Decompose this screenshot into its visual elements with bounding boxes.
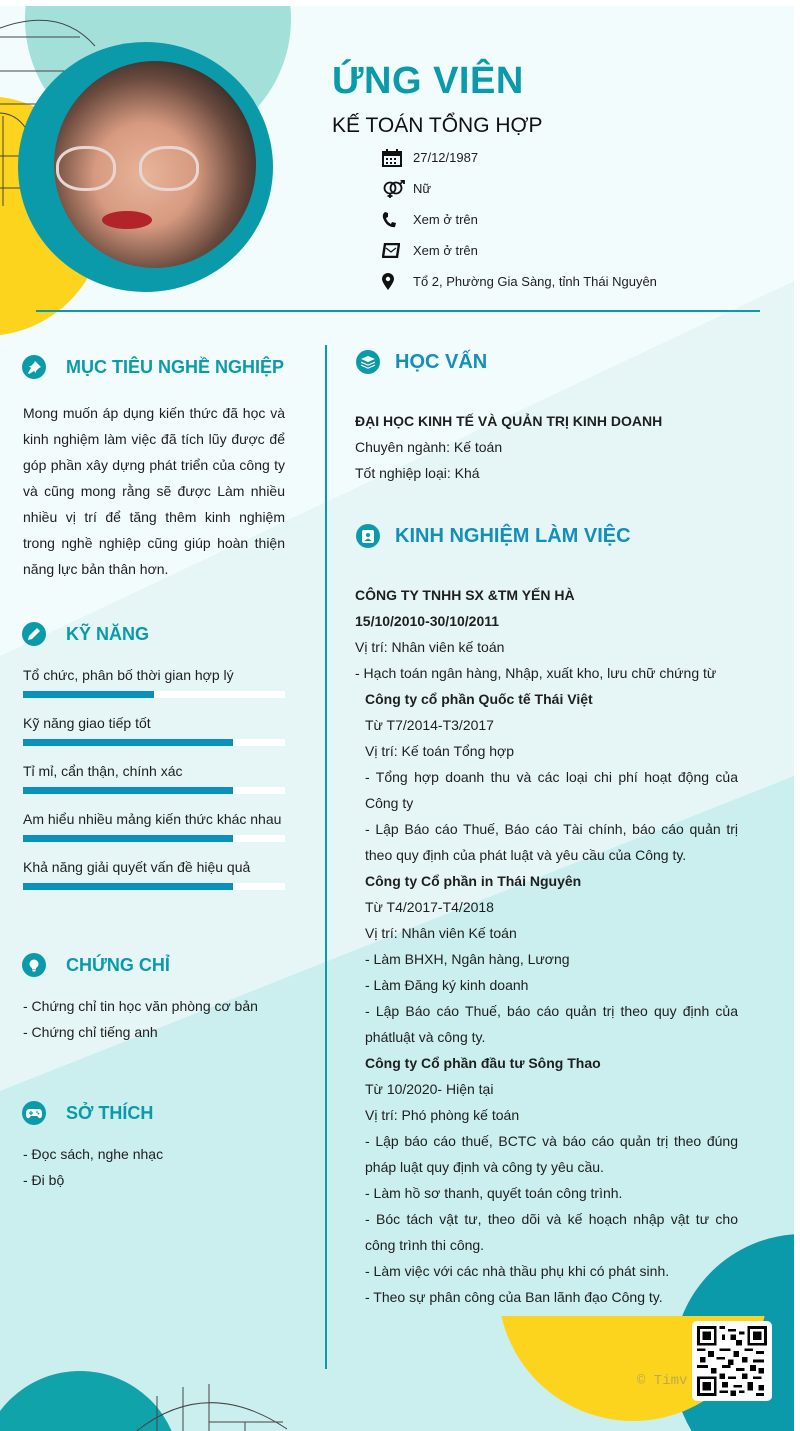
personal-info [382, 142, 657, 297]
section-title: CHỨNG CHỈ [66, 954, 170, 975]
hobby-item: - Đi bộ [23, 1172, 65, 1188]
company-name: Công ty Cổ phần đầu tư Sông Thao [365, 1055, 601, 1071]
pencil-icon [22, 622, 46, 646]
info-text: 27/12/1987 [413, 150, 479, 165]
info-birthdate [382, 142, 657, 173]
candidate-role: KẾ TOÁN TỔNG HỢP [332, 114, 543, 137]
job-duty: - Bóc tách vật tư, theo dõi và kế hoạch nhập vật tư cho công trình thi công. [365, 1211, 738, 1253]
job-position: Vị trí: Kế toán Tổng hợp [365, 743, 515, 759]
section-title: KỸ NĂNG [66, 623, 150, 644]
skill-bar-fill [23, 739, 233, 746]
education-major: Chuyên ngành: Kế toán [355, 439, 503, 455]
job-duty: - Làm Đăng ký kinh doanh [365, 977, 529, 993]
job-duty: - Làm hồ sơ thanh, quyết toán công trình. [365, 1185, 623, 1201]
section-certificates-header [22, 953, 170, 977]
job-period: Từ T4/2017-T4/2018 [365, 899, 494, 915]
location-icon [382, 273, 413, 290]
qr-code[interactable] [692, 1321, 772, 1401]
info-gender [382, 173, 657, 204]
skill-label: Kỹ năng giao tiếp tốt [23, 715, 151, 731]
job-entry [355, 868, 738, 1050]
watermark: © Timv [637, 1373, 688, 1389]
divider-vertical [325, 345, 327, 1369]
job-period: Từ T7/2014-T3/2017 [365, 717, 494, 733]
company-name: Công ty cổ phần Quốc tế Thái Việt [365, 691, 593, 707]
info-address [382, 266, 657, 297]
skill-bar-fill [23, 787, 233, 794]
section-title: KINH NGHIỆM LÀM VIỆC [395, 524, 631, 547]
info-text: Xem ở trên [413, 212, 478, 227]
avatar-detail [102, 211, 152, 229]
info-phone [382, 204, 657, 235]
calendar-icon [382, 149, 413, 167]
skill-item [23, 761, 285, 809]
contact-card-icon [356, 524, 380, 548]
skill-bar-fill [23, 835, 233, 842]
certificate-item: - Chứng chỉ tiếng anh [23, 1024, 158, 1040]
skill-bar-fill [23, 691, 154, 698]
skill-bar [23, 739, 285, 746]
education-block [355, 408, 738, 486]
avatar-detail [139, 146, 199, 191]
decor-line-art-bottom [125, 1384, 295, 1431]
skill-bar [23, 691, 285, 698]
job-duty: - Theo sự phân công của Ban lãnh đạo Công ty. [365, 1289, 663, 1305]
candidate-name: ỨNG VIÊN [332, 60, 524, 102]
info-text: Xem ở trên [413, 243, 478, 258]
pin-icon [22, 355, 46, 379]
skill-item [23, 665, 285, 713]
job-period: 15/10/2010-30/10/2011 [355, 613, 500, 629]
divider-horizontal [36, 310, 760, 312]
section-title: HỌC VẤN [395, 350, 488, 373]
info-text: Nữ [413, 181, 432, 196]
skill-bar-fill [23, 883, 233, 890]
job-duty: - Tổng hợp doanh thu và các loại chi phí hoạt động của Công ty [365, 769, 738, 811]
email-icon [382, 243, 413, 258]
section-experience-header [356, 524, 631, 548]
experience-block [355, 582, 738, 1310]
skill-label: Tỉ mỉ, cẩn thận, chính xác [23, 763, 183, 779]
job-duty: - Lập Báo cáo Thuế, báo cáo quản trị theo quy định của phátluật và công ty. [365, 1003, 738, 1045]
job-position: Vị trí: Nhân viên Kế toán [365, 925, 517, 941]
phone-icon [382, 212, 413, 228]
job-duty: - Làm việc với các nhà thầu phụ khi có phát sinh. [365, 1263, 670, 1279]
hobby-item: - Đọc sách, nghe nhạc [23, 1146, 164, 1162]
job-position: Vị trí: Nhân viên kế toán [355, 639, 505, 655]
skills-list [23, 665, 285, 905]
section-education-header [356, 350, 487, 374]
skill-item [23, 713, 285, 761]
qr-code-image [697, 1326, 767, 1396]
job-duty: - Lập Báo cáo Thuế, Báo cáo Tài chính, báo cáo quản trị theo quy định của phát luật và yêu cầu của Công ty. [365, 821, 738, 863]
section-title: SỞ THÍCH [66, 1102, 154, 1123]
section-skills-header [22, 622, 149, 646]
school-name: ĐẠI HỌC KINH TẾ VÀ QUẢN TRỊ KINH DOANH [355, 413, 663, 429]
avatar [54, 61, 256, 268]
objective-text: Mong muốn áp dụng kiến thức đã học và kinh nghiệm làm việc đã tích lũy được để góp phần xây dựng phát triển của công ty và cũng mong rằng sẽ được Làm nhiều nhiều vị trí để tăng thêm kinh nghiệm trong nghề nghiệp cũng giúp hoàn thiện năng lực bản thân hơn. [23, 405, 285, 577]
skill-item [23, 857, 285, 905]
skill-item [23, 809, 285, 857]
job-period: Từ 10/2020- Hiện tại [365, 1081, 494, 1097]
job-entry [355, 686, 738, 868]
job-duty: - Hạch toán ngân hàng, Nhập, xuất kho, lưu chữ chứng từ [355, 665, 717, 681]
certificates-list [23, 993, 258, 1045]
section-objective-header [22, 355, 284, 379]
gamepad-icon [22, 1101, 46, 1125]
skill-bar [23, 883, 285, 890]
layers-icon [356, 350, 380, 374]
skill-bar [23, 835, 285, 842]
skill-label: Am hiểu nhiều mảng kiến thức khác nhau [23, 811, 282, 827]
job-entry [355, 1050, 738, 1310]
company-name: CÔNG TY TNHH SX &TM YẾN HÀ [355, 587, 575, 603]
skill-label: Tổ chức, phân bố thời gian hợp lý [23, 667, 234, 683]
job-position: Vị trí: Phó phòng kế toán [365, 1107, 520, 1123]
skill-label: Khả năng giải quyết vấn đề hiệu quả [23, 859, 251, 875]
info-email [382, 235, 657, 266]
section-title: MỤC TIÊU NGHỀ NGHIỆP [66, 356, 285, 377]
lightbulb-icon [22, 953, 46, 977]
info-text: Tổ 2, Phường Gia Sàng, tỉnh Thái Nguyên [413, 274, 657, 289]
company-name: Công ty Cổ phần in Thái Nguyên [365, 873, 582, 889]
education-grade: Tốt nghiệp loại: Khá [355, 465, 480, 481]
cv-page [0, 6, 794, 1431]
certificate-item: - Chứng chỉ tin học văn phòng cơ bản [23, 998, 258, 1014]
hobbies-list [23, 1141, 163, 1193]
gender-icon [382, 180, 413, 198]
job-duty: - Lập báo cáo thuế, BCTC và báo cáo quản trị theo đúng pháp luật quy định và công ty yêu cầu. [365, 1133, 738, 1175]
job-duty: - Làm BHXH, Ngân hàng, Lương [365, 951, 570, 967]
skill-bar [23, 787, 285, 794]
section-hobbies-header [22, 1101, 153, 1125]
avatar-detail [56, 146, 116, 191]
